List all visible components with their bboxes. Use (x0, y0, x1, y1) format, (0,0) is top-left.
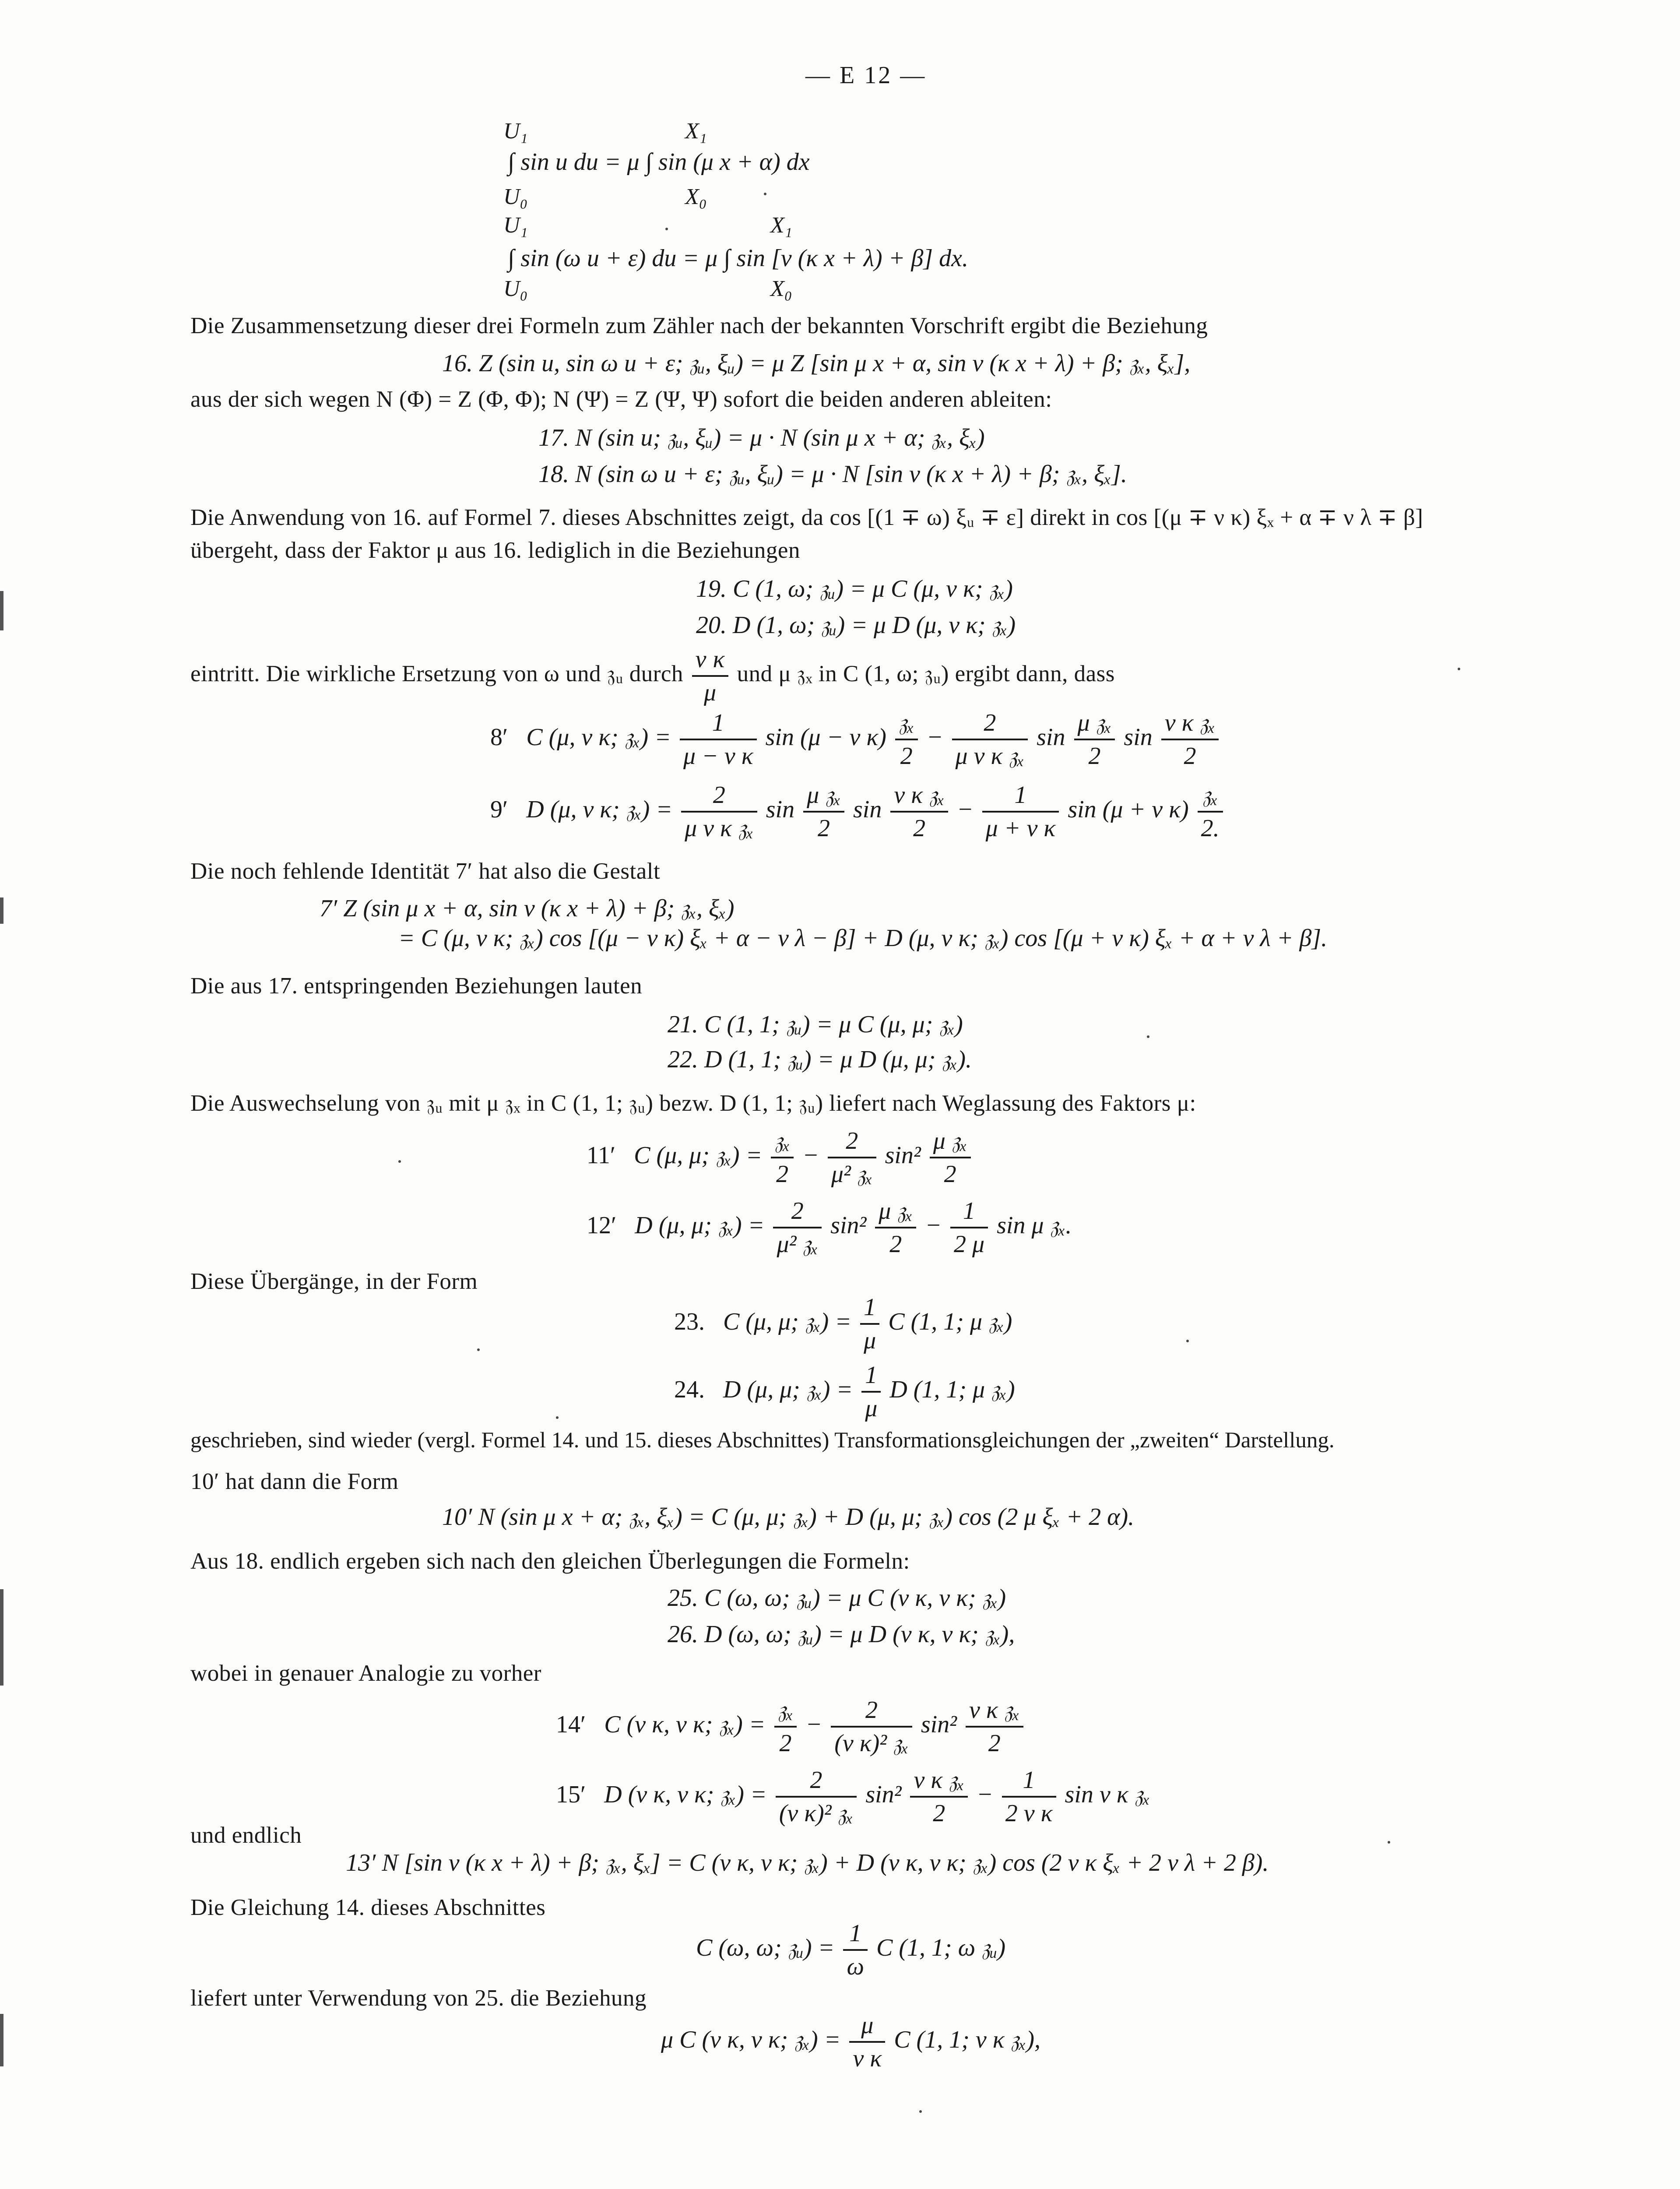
integral1-formula: ∫ sin u du = μ ∫ sin (μ x + α) dx (508, 148, 810, 176)
equation-7-prime-continued: = C (μ, ν κ; 𝔷ₓ) cos [(μ − ν κ) ξₓ + α − ν λ − β] + D (μ, ν κ; 𝔷ₓ) cos [(μ + ν κ) ξₓ + α + ν λ + β]. (398, 925, 1328, 952)
fraction (771, 1125, 794, 1190)
numerator: 2 (831, 1694, 912, 1728)
integral1-lower-left: U₀ (503, 184, 528, 209)
denominator: μ + ν κ (985, 815, 1056, 842)
fraction (890, 779, 948, 844)
integral2-upper-right: X₁ (770, 213, 792, 238)
equation-19: 19. C (1, ω; 𝔷ᵤ) = μ C (μ, ν κ; 𝔷ₓ) (696, 575, 1013, 602)
rhs: C (1, 1; ν κ 𝔷ₓ), (894, 2026, 1041, 2053)
fraction (875, 1195, 916, 1260)
numerator: μ 𝔷ₓ (930, 1125, 971, 1158)
lhs: D (ν κ, ν κ; 𝔷ₓ) = (604, 1781, 767, 1808)
numerator: 1 (843, 1918, 868, 1951)
numerator: 𝔷ₓ (1198, 779, 1223, 813)
fraction (1074, 707, 1115, 772)
paragraph: Die Anwendung von 16. auf Formel 7. dieses Abschnittes zeigt, da cos [(1 ∓ ω) ξᵤ ∓ ε] direkt in cos [(μ ∓ ν κ) ξₓ + α ∓ ν λ ∓ β] (190, 505, 1423, 530)
lhs: C (ω, ω; 𝔷ᵤ) = (696, 1934, 835, 1961)
scan-speck (665, 228, 668, 230)
numerator: ν κ 𝔷ₓ (1161, 707, 1219, 740)
scan-speck (477, 1348, 480, 1351)
integral2-formula: ∫ sin (ω u + ε) du = μ ∫ sin [ν (κ x + λ) + β] dx. (508, 245, 969, 272)
numerator: 2 (828, 1125, 876, 1158)
scan-speck (556, 1416, 559, 1419)
text-run: eintritt. Die wirkliche Ersetzung von ω und 𝔷ᵤ durch (190, 661, 683, 687)
operator: − (977, 1781, 993, 1808)
rhs: C (1, 1; ω 𝔷ᵤ) (876, 1934, 1006, 1961)
denominator: μ (703, 679, 717, 706)
paragraph: geschrieben, sind wieder (vergl. Formel 14. und 15. dieses Abschnittes) Transformationsgleichungen der „zweiten“ Darstellung. (190, 1428, 1335, 1453)
equation-10-prime: 10′ N (sin μ x + α; 𝔷ₓ, ξₓ) = C (μ, μ; 𝔷ₓ) + D (μ, μ; 𝔷ₓ) cos (2 μ ξₓ + 2 α). (442, 1503, 1135, 1531)
denominator: 2 (889, 1231, 902, 1258)
integral2-lower-left: U₀ (503, 276, 528, 301)
term: sin (853, 795, 882, 823)
term: sin (μ + ν κ) (1068, 795, 1189, 823)
fraction (1198, 779, 1223, 844)
fraction (680, 707, 757, 772)
fraction (803, 779, 844, 844)
numerator: 𝔷ₓ (774, 1694, 797, 1728)
term: sin (1037, 723, 1065, 751)
equation-label: 9′ (490, 795, 508, 823)
equation-18: 18. N (sin ω u + ε; 𝔷ᵤ, ξᵤ) = μ · N [sin ν (κ x + λ) + β; 𝔷ₓ, ξₓ]. (538, 461, 1127, 488)
equation-12-prime (587, 1195, 1072, 1260)
paragraph: wobei in genauer Analogie zu vorher (190, 1661, 541, 1686)
fraction (982, 779, 1059, 844)
paragraph: Die Gleichung 14. dieses Abschnittes (190, 1895, 546, 1920)
term: sin² (830, 1211, 867, 1239)
lhs: C (μ, μ; 𝔷ₓ) = (634, 1141, 763, 1169)
numerator: ν κ 𝔷ₓ (910, 1764, 968, 1798)
term: sin ν κ 𝔷ₓ (1065, 1781, 1150, 1808)
equation-16: 16. Z (sin u, sin ω u + ε; 𝔷ᵤ, ξᵤ) = μ Z [sin μ x + α, sin ν (κ x + λ) + β; 𝔷ₓ, ξₓ], (442, 350, 1191, 377)
paragraph: übergeht, dass der Faktor μ aus 16. lediglich in die Beziehungen (190, 538, 800, 563)
fraction (1002, 1764, 1056, 1829)
denominator: μ (864, 1327, 876, 1354)
numerator: μ 𝔷ₓ (875, 1195, 916, 1228)
numerator: 2 (773, 1195, 822, 1228)
fraction (860, 1292, 879, 1356)
numerator: 𝔷ₓ (771, 1125, 794, 1158)
denominator: 2 (900, 743, 913, 770)
equation-24 (674, 1359, 1015, 1424)
scan-edge-mark (0, 1589, 4, 1686)
equation-label: 12′ (587, 1211, 617, 1239)
fraction (952, 707, 1028, 772)
denominator: μ (865, 1395, 878, 1422)
denominator: ν κ (853, 2045, 882, 2072)
fraction (966, 1694, 1023, 1759)
scan-edge-mark (0, 897, 4, 924)
numerator: 2 (776, 1764, 857, 1798)
numerator: 1 (982, 779, 1059, 813)
denominator: 2 (1184, 743, 1196, 770)
denominator: 2 (933, 1800, 945, 1827)
numerator: 1 (1002, 1764, 1056, 1798)
fraction (681, 779, 757, 844)
integral1-upper-left: U₁ (503, 119, 528, 144)
numerator: 2 (952, 707, 1028, 740)
operator: − (926, 723, 943, 751)
denominator: 2 μ (954, 1231, 985, 1258)
denominator: 2 ν κ (1005, 1800, 1053, 1827)
numerator: 1 (950, 1195, 988, 1228)
operator: − (802, 1141, 819, 1169)
denominator: 2 (776, 1161, 789, 1188)
integral2-lower-right: X₀ (770, 276, 792, 301)
equation-c-omega (696, 1918, 1005, 1982)
equation-22: 22. D (1, 1; 𝔷ᵤ) = μ D (μ, μ; 𝔷ₓ). (668, 1046, 972, 1073)
paragraph (190, 644, 1115, 708)
denominator: μ ν κ 𝔷ₓ (685, 815, 754, 842)
fraction (849, 2010, 885, 2074)
lhs: D (μ, μ; 𝔷ₓ) = (635, 1211, 765, 1239)
integral1-lower-right: X₀ (685, 184, 707, 209)
numerator: ν κ 𝔷ₓ (966, 1694, 1023, 1728)
fraction (774, 1694, 797, 1759)
scan-edge-mark (0, 591, 4, 630)
paragraph: und endlich (190, 1823, 302, 1848)
denominator: 2 (988, 1730, 1001, 1757)
paragraph: Die Auswechselung von 𝔷ᵤ mit μ 𝔷ₓ in C (1, 1; 𝔷ᵤ) bezw. D (1, 1; 𝔷ᵤ) liefert nach Weglassung des Faktors μ: (190, 1091, 1196, 1116)
equation-23 (674, 1292, 1012, 1356)
denominator: 2 (913, 815, 926, 842)
equation-7-prime: 7′ Z (sin μ x + α, sin ν (κ x + λ) + β; 𝔷ₓ, ξₓ) (320, 895, 735, 922)
equation-13-prime: 13′ N [sin ν (κ x + λ) + β; 𝔷ₓ, ξₓ] = C (ν κ, ν κ; 𝔷ₓ) + D (ν κ, ν κ; 𝔷ₓ) cos (2 ν κ ξₓ + 2 ν λ + 2 β). (346, 1849, 1269, 1876)
equation-8-prime (490, 707, 1221, 772)
denominator: (ν κ)² 𝔷ₓ (834, 1730, 909, 1757)
numerator: μ (849, 2010, 885, 2043)
equation-9-prime (490, 779, 1226, 844)
equation-17: 17. N (sin u; 𝔷ᵤ, ξᵤ) = μ · N (sin μ x + α; 𝔷ₓ, ξₓ) (538, 424, 985, 451)
numerator: 2 (681, 779, 757, 813)
denominator: (ν κ)² 𝔷ₓ (779, 1800, 854, 1827)
lhs: C (μ, ν κ; 𝔷ₓ) = (526, 723, 671, 751)
paragraph: liefert unter Verwendung von 25. die Beziehung (190, 1985, 647, 2011)
paragraph: Die noch fehlende Identität 7′ hat also die Gestalt (190, 859, 661, 884)
equation-label: 11′ (587, 1141, 616, 1169)
fraction (1161, 707, 1219, 772)
lhs: C (ν κ, ν κ; 𝔷ₓ) = (604, 1710, 766, 1738)
fraction (828, 1125, 876, 1190)
denominator: μ² 𝔷ₓ (777, 1231, 819, 1258)
fraction (861, 1359, 881, 1424)
denominator: 2 (779, 1730, 792, 1757)
equation-20: 20. D (1, ω; 𝔷ᵤ) = μ D (μ, ν κ; 𝔷ₓ) (696, 612, 1016, 639)
equation-21: 21. C (1, 1; 𝔷ᵤ) = μ C (μ, μ; 𝔷ₓ) (668, 1011, 963, 1038)
scan-edge-mark (0, 2014, 4, 2066)
term: sin μ 𝔷ₓ. (997, 1211, 1072, 1239)
scan-speck (764, 193, 766, 195)
denominator: 2 (944, 1161, 956, 1188)
integral2-upper-left: U₁ (503, 213, 528, 238)
fraction (773, 1195, 822, 1260)
scan-speck (1458, 668, 1460, 670)
numerator: μ 𝔷ₓ (1074, 707, 1115, 740)
page-header: — E 12 — (805, 62, 927, 89)
equation-label: 23. (674, 1308, 705, 1335)
scan-speck (1186, 1340, 1189, 1342)
scan-speck (919, 2110, 922, 2113)
lhs: μ C (ν κ, ν κ; 𝔷ₓ) = (661, 2026, 841, 2053)
scan-speck (398, 1160, 401, 1163)
term: sin² (865, 1781, 902, 1808)
denominator: μ − ν κ (683, 743, 753, 770)
lhs: C (μ, μ; 𝔷ₓ) = (723, 1308, 852, 1335)
operator: − (805, 1710, 822, 1738)
equation-label: 14′ (556, 1710, 586, 1738)
integral1-upper-right: X₁ (685, 119, 707, 144)
paragraph: Diese Übergänge, in der Form (190, 1269, 478, 1294)
rhs: D (1, 1; μ 𝔷ₓ) (889, 1376, 1015, 1403)
lhs: D (μ, μ; 𝔷ₓ) = (723, 1376, 853, 1403)
equation-label: 8′ (490, 723, 508, 751)
numerator: 1 (861, 1359, 881, 1393)
term: sin (1124, 723, 1153, 751)
scan-speck (1388, 1841, 1390, 1844)
fraction (831, 1694, 912, 1759)
fraction (692, 644, 728, 708)
paragraph: Die Zusammensetzung dieser drei Formeln zum Zähler nach der bekannten Vorschrift ergibt die Beziehung (190, 313, 1208, 338)
paragraph: aus der sich wegen N (Φ) = Z (Φ, Φ); N (Ψ) = Z (Ψ, Ψ) sofort die beiden anderen ableiten: (190, 387, 1052, 412)
paragraph: Die aus 17. entspringenden Beziehungen lauten (190, 973, 643, 999)
fraction (843, 1918, 868, 1982)
denominator: μ ν κ 𝔷ₓ (955, 743, 1025, 770)
fraction (910, 1764, 968, 1829)
equation-11-prime (587, 1125, 974, 1190)
denominator: ω (847, 1953, 864, 1980)
fraction (950, 1195, 988, 1260)
fraction (776, 1764, 857, 1829)
denominator: 2. (1201, 815, 1220, 842)
numerator: 𝔷ₓ (895, 707, 918, 740)
lhs: D (μ, ν κ; 𝔷ₓ) = (526, 795, 673, 823)
equation-mu-c (661, 2010, 1040, 2074)
operator: − (925, 1211, 942, 1239)
numerator: ν κ (692, 644, 728, 677)
numerator: μ 𝔷ₓ (803, 779, 844, 813)
operator: − (956, 795, 974, 823)
numerator: 1 (860, 1292, 879, 1325)
equation-label: 24. (674, 1376, 705, 1403)
equation-label: 15′ (556, 1781, 586, 1808)
denominator: 2 (1088, 743, 1101, 770)
fraction (895, 707, 918, 772)
equation-14-prime (556, 1694, 1026, 1759)
denominator: 2 (818, 815, 830, 842)
equation-25: 25. C (ω, ω; 𝔷ᵤ) = μ C (ν κ, ν κ; 𝔷ₓ) (668, 1584, 1006, 1612)
term: sin² (921, 1710, 957, 1738)
paragraph: Aus 18. endlich ergeben sich nach den gleichen Überlegungen die Formeln: (190, 1548, 910, 1574)
fraction (930, 1125, 971, 1190)
term: sin (766, 795, 795, 823)
numerator: 1 (680, 707, 757, 740)
paragraph: 10′ hat dann die Form (190, 1469, 399, 1494)
term: sin (μ − ν κ) (765, 723, 886, 751)
term: sin² (885, 1141, 921, 1169)
equation-15-prime (556, 1764, 1150, 1829)
equation-26: 26. D (ω, ω; 𝔷ᵤ) = μ D (ν κ, ν κ; 𝔷ₓ), (668, 1621, 1015, 1648)
denominator: μ² 𝔷ₓ (831, 1161, 873, 1188)
text-run: und μ 𝔷ₓ in C (1, ω; 𝔷ᵤ) ergibt dann, dass (737, 661, 1115, 687)
rhs: C (1, 1; μ 𝔷ₓ) (888, 1308, 1012, 1335)
numerator: ν κ 𝔷ₓ (890, 779, 948, 813)
scan-speck (1147, 1035, 1149, 1038)
